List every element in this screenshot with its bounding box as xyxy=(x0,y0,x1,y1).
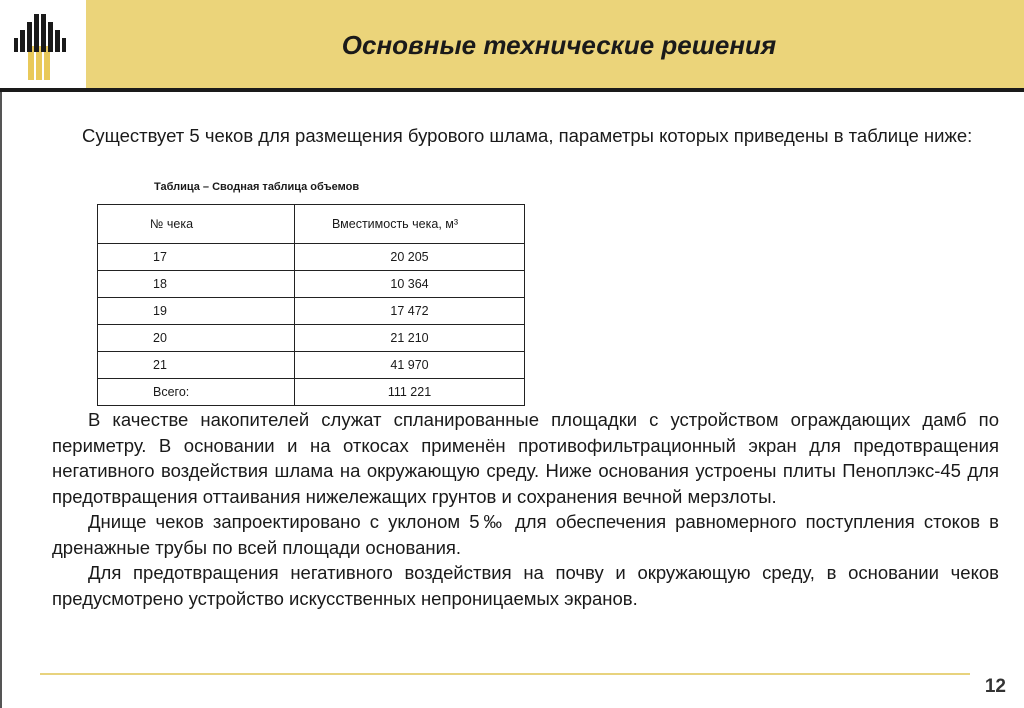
page-title: Основные технические решения xyxy=(341,30,777,60)
cell-total-label: Всего: xyxy=(98,379,295,406)
cell-capacity: 21 210 xyxy=(295,325,525,352)
cell-capacity: 20 205 xyxy=(295,244,525,271)
table-total-row xyxy=(98,379,525,406)
header-bar xyxy=(86,0,1024,88)
cell-number: 17 xyxy=(98,244,295,271)
cell-capacity: 10 364 xyxy=(295,271,525,298)
paragraph: Для предотвращения негативного воздействия на почву и окружающую среду, в основании чеков предусмотрено устройство искусственных непроницаемых экранов. xyxy=(52,562,999,609)
cell-capacity: 41 970 xyxy=(295,352,525,379)
table-row xyxy=(98,271,525,298)
table-header-row xyxy=(98,205,525,244)
intro-paragraph xyxy=(52,124,1000,148)
cell-capacity: 17 472 xyxy=(295,298,525,325)
volume-table xyxy=(97,204,525,406)
cell-total-value: 111 221 xyxy=(295,379,525,406)
cell-number: 19 xyxy=(98,298,295,325)
cell-number: 21 xyxy=(98,352,295,379)
company-logo-icon xyxy=(0,0,86,88)
logo xyxy=(0,0,86,88)
cell-number: 18 xyxy=(98,271,295,298)
cell-number: 20 xyxy=(98,325,295,352)
footer-divider xyxy=(40,673,970,675)
page-number: 12 xyxy=(984,676,1006,697)
intro-text: Существует 5 чеков для размещения бурового шлама, параметры которых приведены в таблице ниже: xyxy=(82,125,973,146)
left-border xyxy=(0,92,2,708)
header-cell-number: № чека xyxy=(98,205,295,244)
table-row xyxy=(98,325,525,352)
table-row xyxy=(98,352,525,379)
header-divider xyxy=(0,88,1024,92)
paragraph: Днище чеков запроектировано с уклоном 5‰ для обеспечения равномерного поступления стоков в дренажные трубы по всей площади основания. xyxy=(52,511,999,558)
body-text xyxy=(52,407,999,611)
header-cell-capacity: Вместимость чека, м³ xyxy=(295,205,525,244)
paragraph: В качестве накопителей служат спланированные площадки с устройством ограждающих дамб по периметру. В основании и на откосах применён противофильтрационный экран для предотвращения негативного воздействия шлама на окружающую среду. Ниже основания устроены плиты Пеноплэкс-45 для предотвращения оттаивания нижележащих грунтов и сохранения вечной мерзлоты. xyxy=(52,409,999,507)
table-row xyxy=(98,298,525,325)
table-caption: Таблица – Сводная таблица объемов xyxy=(154,181,360,193)
table-row xyxy=(98,244,525,271)
